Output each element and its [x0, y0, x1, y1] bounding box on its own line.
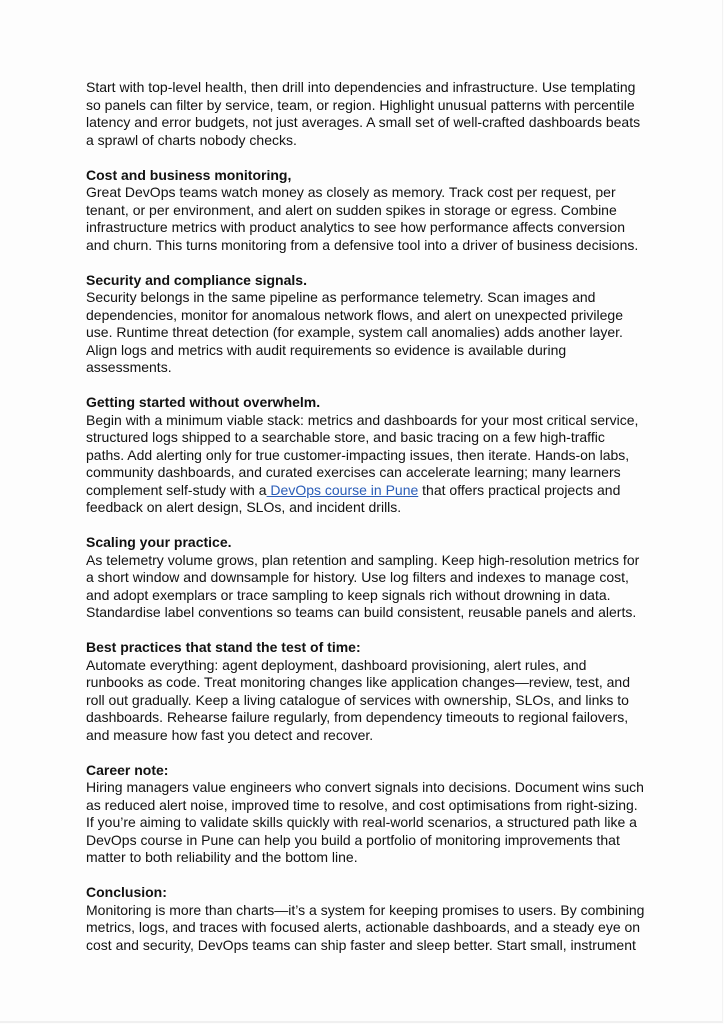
section-paragraph: Monitoring is more than charts—it’s a system for keeping promises to users. By combining metrics, logs, and traces with focused alerts, actionable dashboards, and a steady eye on cost and security, DevOps teams can ship faster and sleep better. Start small, instrument	[86, 901, 645, 953]
section-paragraph: Security belongs in the same pipeline as performance telemetry. Scan images and dependencies, monitor for anomalous network flows, and alert on unexpected privilege use. Runtime threat detection (for example, system call anomalies) adds another layer. Align logs and metrics with audit requirements so evidence is available during assessments.	[86, 289, 623, 375]
section-career-note	[86, 762, 646, 867]
section-heading: Cost and business monitoring,	[86, 166, 292, 183]
paragraph-text-after-link: that offers practical projects and feedback on alert design, SLOs, and incident drills.	[86, 481, 621, 515]
paragraph-text-before-link: Begin with a minimum viable stack: metrics and dashboards for your most critical service, structured logs shipped to a searchable store, and basic tracing on a few high-traffic paths. Add alerting only for true customer-impacting issues, then iterate. Hands-on labs, community dashboards, and curated exercises can accelerate learning; many learners complement self-study with a	[86, 411, 639, 498]
intro-paragraph: Start with top-level health, then drill into dependencies and infrastructure. Use templating so panels can filter by service, team, or region. Highlight unusual patterns with percentile latency and error budgets, not just averages. A small set of well-crafted dashboards beats a sprawl of charts nobody checks.	[86, 79, 641, 148]
section-paragraph: Great DevOps teams watch money as closely as memory. Track cost per request, per tenant, or per environment, and alert on sudden spikes in storage or egress. Combine infrastructure metrics with product analytics to see how performance affects conversion and churn. This turns monitoring from a defensive tool into a driver of business decisions.	[86, 184, 639, 253]
section-scaling-practice	[86, 534, 646, 622]
section-best-practices	[86, 639, 646, 744]
section-security-compliance	[86, 272, 646, 377]
section-paragraph: As telemetry volume grows, plan retention and sampling. Keep high-resolution metrics for a short window and downsample for history. Use log filters and indexes to manage cost, and adopt exemplars or trace sampling to keep signals rich without drowning in data. Standardise label conventions so teams can build consistent, reusable panels and alerts.	[86, 551, 640, 620]
section-heading: Best practices that stand the test of time:	[86, 639, 361, 655]
section-cost-monitoring	[86, 167, 646, 255]
section-heading: Career note:	[86, 761, 169, 778]
section-conclusion	[86, 884, 646, 954]
section-heading: Security and compliance signals.	[86, 271, 307, 288]
intro-section	[86, 79, 646, 149]
document-body	[86, 79, 646, 972]
section-getting-started	[86, 394, 646, 517]
section-paragraph: Automate everything: agent deployment, dashboard provisioning, alert rules, and runbooks as code. Treat monitoring changes like application changes—review, test, and roll out gradually. Keep a living catalogue of services with ownership, SLOs, and links to dashboards. Rehearse failure regularly, from dependency timeouts to regional failovers, and measure how fast you detect and recover.	[86, 656, 630, 743]
section-paragraph: Hiring managers value engineers who convert signals into decisions. Document wins such as reduced alert noise, improved time to resolve, and cost optimisations from right-sizing. If you’re aiming to validate skills quickly with real-world scenarios, a structured path like a DevOps course in Pune can help you build a portfolio of monitoring improvements that matter to both reliability and the bottom line.	[86, 779, 644, 865]
section-heading: Getting started without overwhelm.	[86, 394, 321, 410]
section-heading: Conclusion:	[86, 884, 167, 900]
section-heading: Scaling your practice.	[86, 534, 232, 550]
section-paragraph	[86, 412, 646, 517]
devops-course-link[interactable]: DevOps course in Pune	[266, 481, 419, 498]
